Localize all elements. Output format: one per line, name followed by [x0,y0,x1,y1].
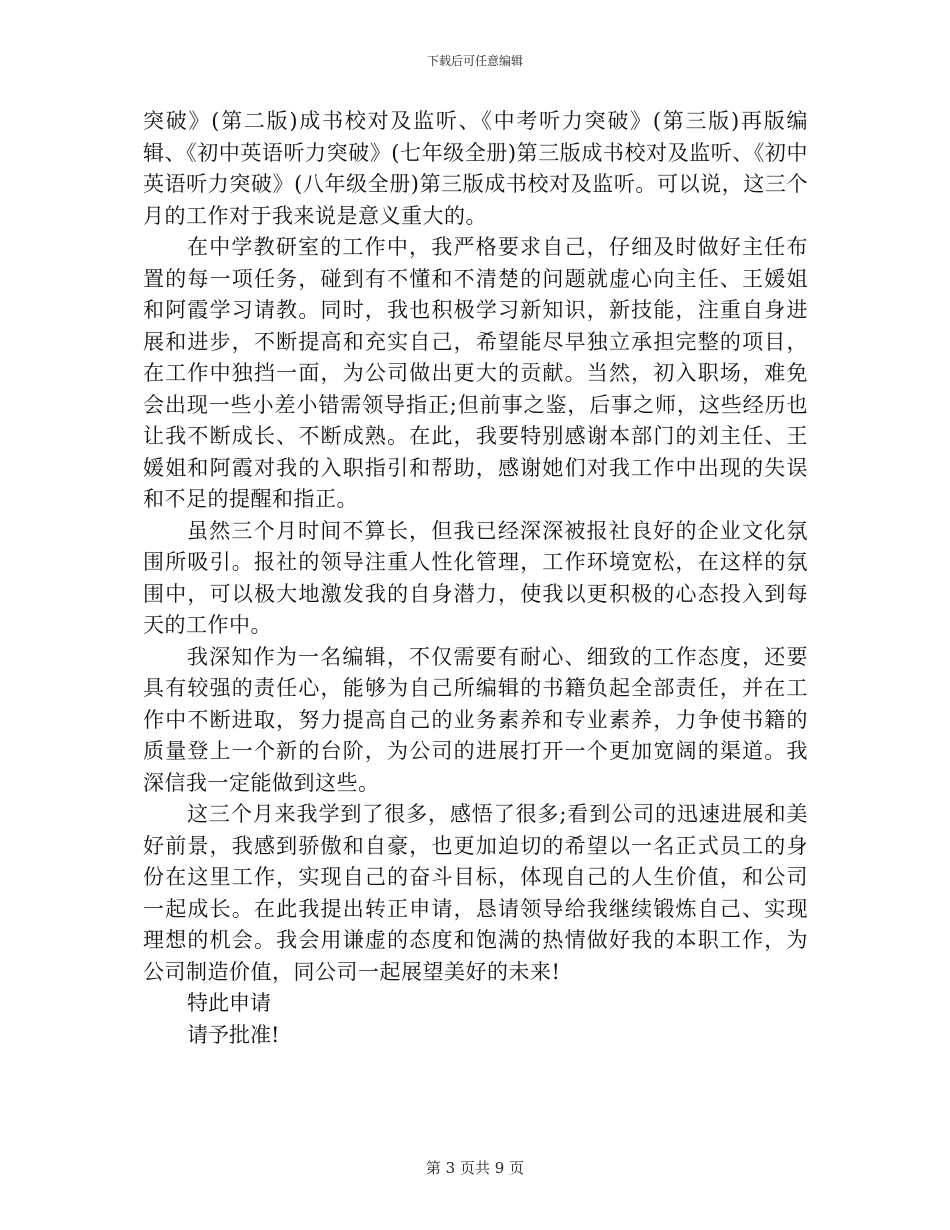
closing-line-application: 特此申请 [187,991,271,1015]
paragraph-work-attitude: 在中学教研室的工作中，我严格要求自己，仔细及时做好主任布置的每一项任务，碰到有不懂和不清楚的问题就虚心向主任、王媛姐和阿霞学习请教。同时，我也积极学习新知识，新技能，注重自身进展和进步，不断提高和充实自己，希望能尽早独立承担完整的项目，在工作中独挡一面，为公司做出更大的贡献。当然，初入职场，难免会出现一些小差小错需领导指正;但前事之鉴，后事之师，这些经历也让我不断成长、不断成熟。在此，我要特别感谢本部门的刘主任、王媛姐和阿霞对我的入职指引和帮助，感谢她们对我工作中出现的失误和不足的提醒和指正。 [143,235,808,511]
document-body [143,106,808,1051]
paragraph-application: 这三个月来我学到了很多，感悟了很多;看到公司的迅速进展和美好前景，我感到骄傲和自豪，也更加迫切的希望以一名正式员工的身份在这里工作，实现自己的奋斗目标，体现自己的人生价值，和公司一起成长。在此我提出转正申请，恳请领导给我继续锻炼自己、实现理想的机会。我会用谦虚的态度和饱满的热情做好我的本职工作，为公司制造价值，同公司一起展望美好的未来! [143,802,808,984]
paragraph-company-culture: 虽然三个月时间不算长，但我已经深深被报社良好的企业文化氛围所吸引。报社的领导注重人性化管理，工作环境宽松，在这样的氛围中，可以极大地激发我的自身潜力，使我以更积极的心态投入到每天的工作中。 [143,518,808,637]
page-header: 下载后可任意编辑 [426,54,523,68]
closing-line-approval: 请予批准! [187,1022,280,1047]
paragraph-continued: 突破》(第二版)成书校对及监听、《中考听力突破》(第三版)再版编辑、《初中英语听力突破》(七年级全册)第三版成书校对及监听、《初中英语听力突破》(八年级全册)第三版成书校对及监听。可以说，这三个月的工作对于我来说是意义重大的。 [143,109,808,228]
page-number: 第 3 页共 9 页 [425,1159,525,1177]
paragraph-editor-responsibility: 我深知作为一名编辑，不仅需要有耐心、细致的工作态度，还要具有较强的责任心，能够为自己所编辑的书籍负起全部责任，并在工作中不断进取，努力提高自己的业务素养和专业素养，力争使书籍的质量登上一个新的台阶，为公司的进展打开一个更加宽阔的渠道。我深信我一定能做到这些。 [143,644,808,795]
